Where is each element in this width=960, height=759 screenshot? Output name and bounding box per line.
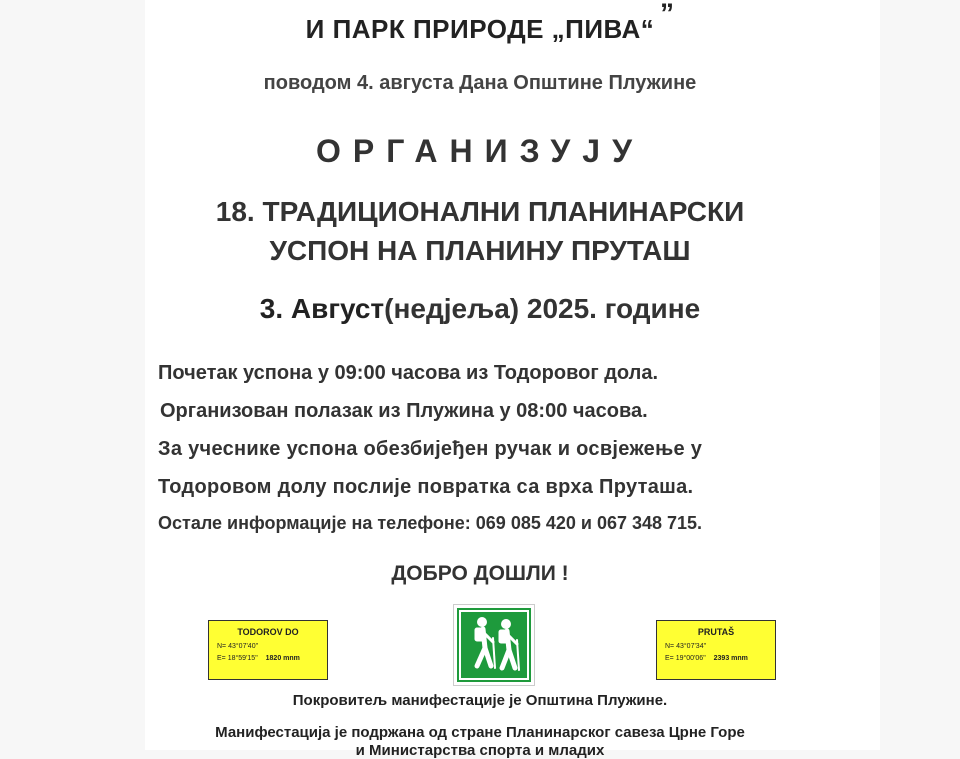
poster-title: И ПАРК ПРИРОДЕ „ПИВА“ (305, 14, 655, 44)
event-date-day: 3. Август (259, 293, 385, 324)
detail-lunch-line2: Тодоровом долу послије повратка са врха Пруташа. (158, 476, 694, 498)
sign-prutas (656, 620, 776, 680)
event-title-line2: УСПОН НА ПЛАНИНУ ПРУТАШ (269, 235, 691, 266)
support-text-line1: Манифестација је подржана од стране Планинарског савеза Црне Горе (215, 724, 745, 741)
event-date (0, 293, 960, 325)
sign-altitude: 1820 mnm (265, 655, 300, 662)
sign-todorov-do (208, 620, 328, 680)
sign-north-coord: N= 43°07'40" (217, 643, 259, 650)
sign-east-row (217, 653, 327, 665)
sign-altitude: 2393 mnm (713, 655, 748, 662)
event-title-line1: 18. ТРАДИЦИОНАЛНИ ПЛАНИНАРСКИ (215, 196, 745, 227)
hiking-trail-icon (453, 604, 535, 686)
detail-start-time: Почетак успона у 09:00 часова из Тодоровог дола. (158, 362, 659, 384)
sign-name: PRUTAŠ (697, 627, 735, 637)
organize-heading: ОРГАНИЗУЈУ (315, 133, 644, 169)
sign-north-coord: N= 43°07'34" (665, 643, 707, 650)
detail-lunch-line1: За учеснике успона обезбијеђен ручак и освјежење у (158, 438, 703, 460)
header-cut-text (660, 0, 720, 14)
detail-departure: Организован полазак из Плужина у 08:00 часова. (160, 400, 648, 422)
sign-east-coord: E= 18°59'15" (217, 655, 258, 662)
sign-east-coord: E= 19°00'06" (665, 655, 706, 662)
detail-phone-info: Остале информације на телефоне: 069 085 420 и 067 348 715. (158, 513, 703, 533)
welcome-text: ДОБРО ДОШЛИ ! (391, 562, 569, 585)
support-text-line2: и Министарства спорта и младих (355, 742, 605, 759)
event-date-rest: (недјеља) 2025. године (384, 293, 701, 324)
sign-name: TODOROV DO (237, 627, 299, 637)
sponsor-text: Покровитељ манифестације је Општина Плужине. (292, 692, 668, 709)
sign-east-row (665, 653, 775, 665)
occasion-text: поводом 4. августа Дана Општине Плужине (263, 72, 697, 94)
